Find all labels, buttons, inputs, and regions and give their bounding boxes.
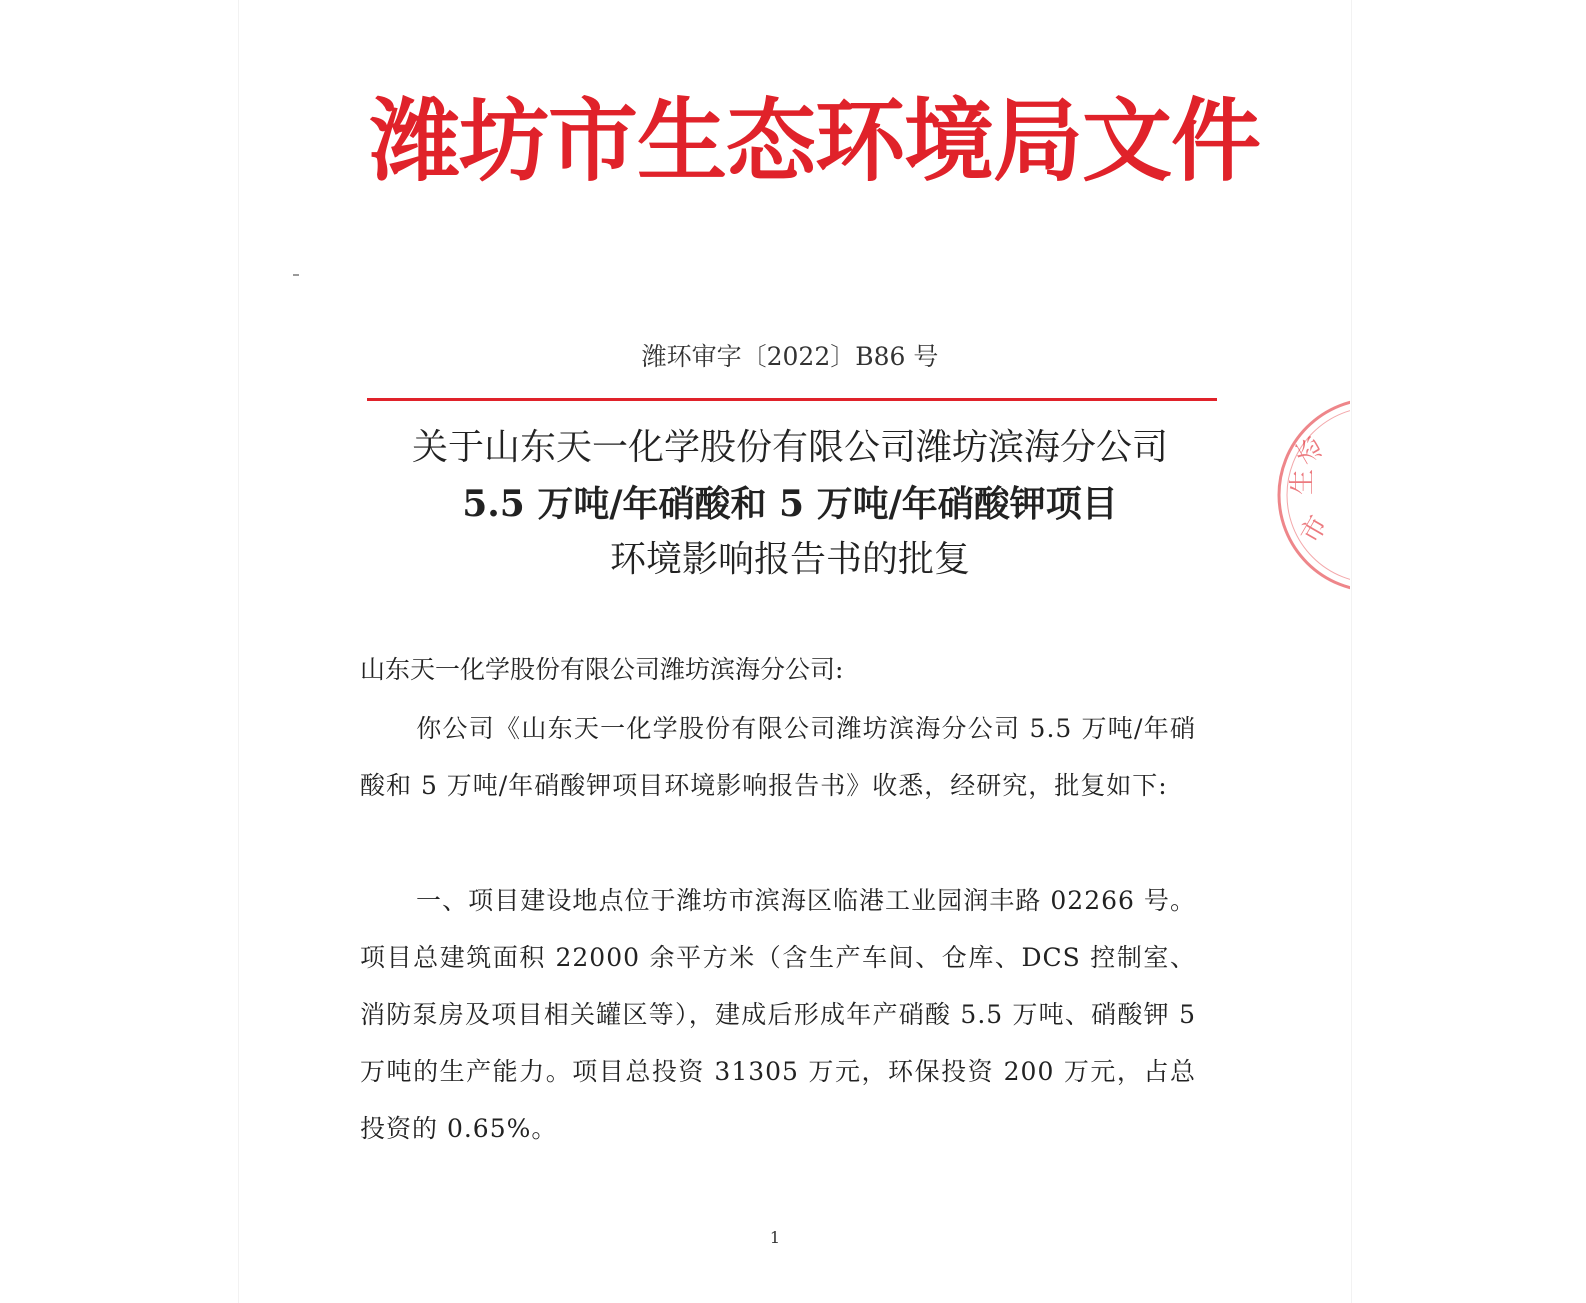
official-seal-stamp [1275,395,1350,595]
page-number: 1 [769,1228,781,1247]
seal-icon [1275,395,1350,595]
svg-text:态: 态 [1290,430,1330,469]
title-line-3: 环境影响报告书的批复 [609,539,970,580]
body-paragraph-2 [360,872,1196,1157]
paragraph-1-text: 你公司《山东天一化学股份有限公司潍坊滨海分公司 5.5 万吨/年硝酸和 5 万吨/年硝酸钾项目环境影响报告书》收悉，经研究，批复如下: [360,714,1196,800]
scan-speck [293,274,299,276]
svg-text:生: 生 [1288,468,1318,495]
masthead-title: 潍坊市生态环境局文件 [370,89,1260,194]
title-line-1: 关于山东天一化学股份有限公司潍坊滨海分公司 [411,427,1168,468]
addressee: 山东天一化学股份有限公司潍坊滨海分公司: [360,655,844,684]
title-line-2: 5.5 万吨/年硝酸和 5 万吨/年硝酸钾项目 [462,483,1118,525]
svg-text:市: 市 [1295,510,1335,549]
body-paragraph-1 [360,700,1196,814]
paragraph-2-text: 一、项目建设地点位于潍坊市滨海区临港工业园润丰路 02266 号。项目总建筑面积 22000 余平方米（含生产车间、仓库、DCS 控制室、消防泵房及项目相关罐区等），建成后形成年产硝酸 5.5 万吨、硝酸钾 5 万吨的生产能力。项目总投资 31305 万元，环保投资 200 万元，占总投资的 0.65%。 [360,886,1196,1143]
document-number: 潍环审字〔2022〕B86 号 [641,342,939,371]
red-divider-line [367,398,1217,401]
document-title [370,420,1210,588]
